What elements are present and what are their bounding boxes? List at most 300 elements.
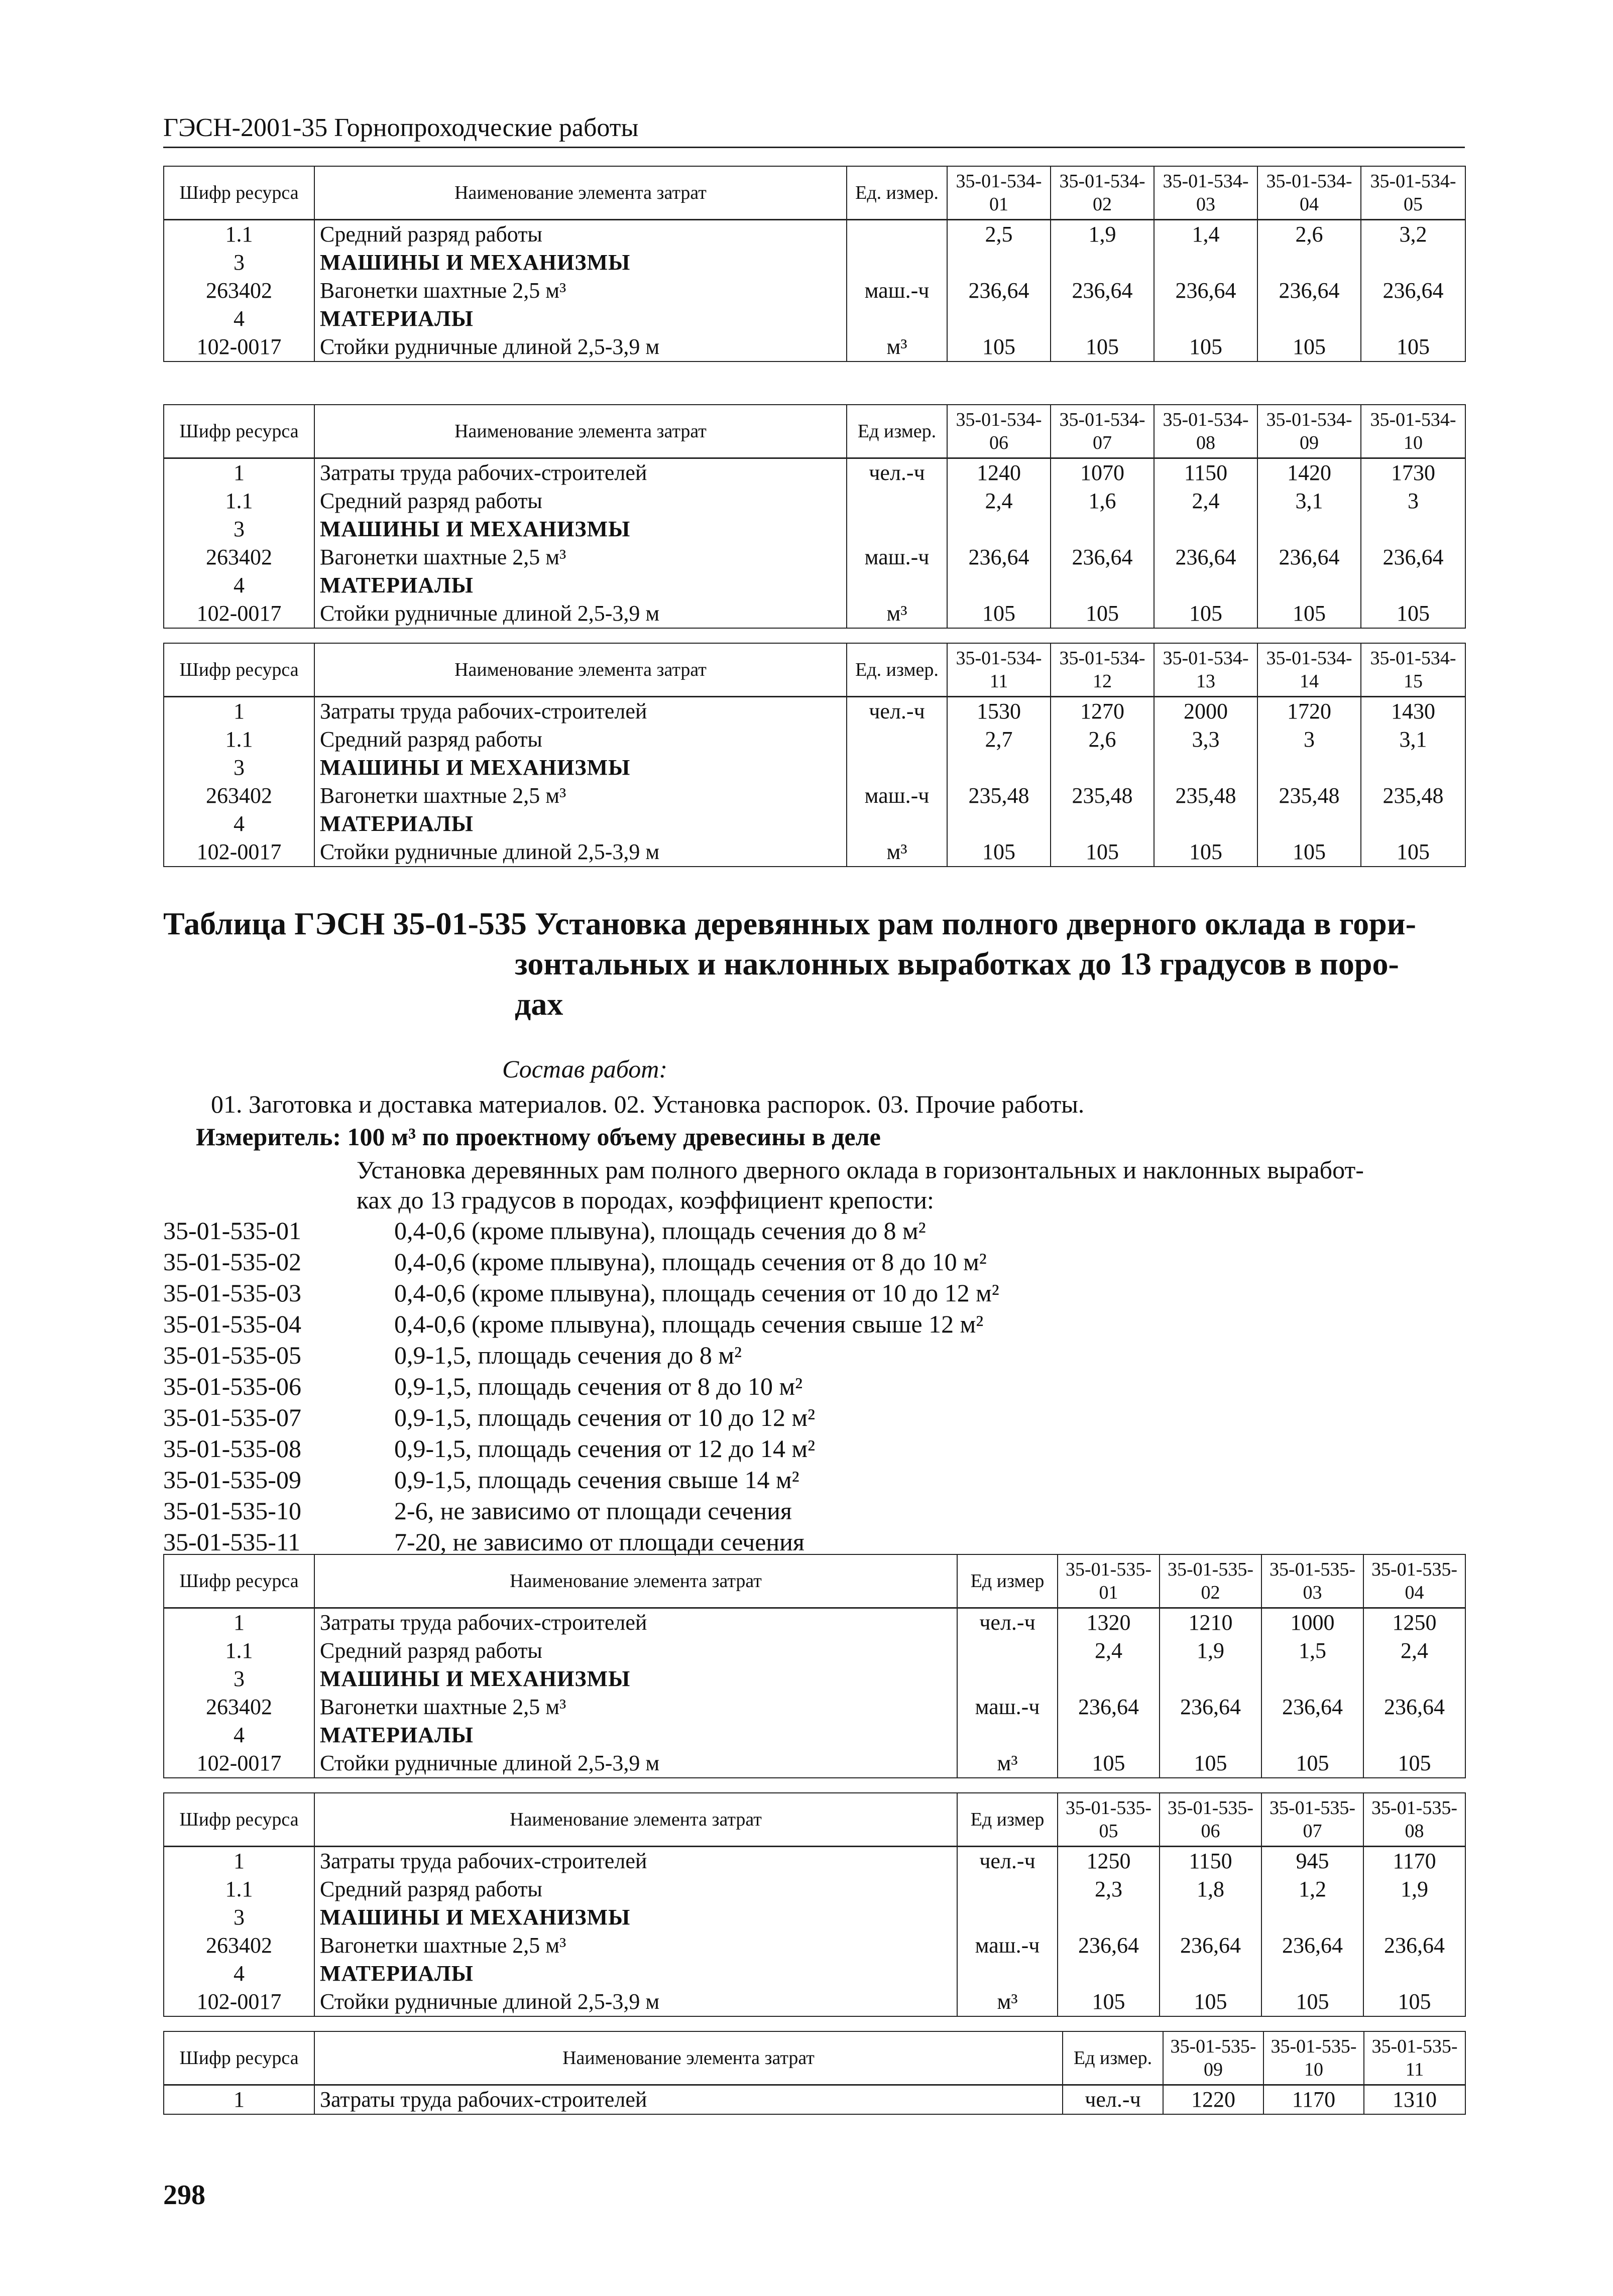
value-cell (1363, 1960, 1465, 1988)
unit-cell: маш.-ч (847, 277, 947, 305)
value-cell (1257, 305, 1361, 333)
table-row (164, 571, 1465, 599)
value-cell: 1430 (1361, 697, 1465, 726)
section-title-cell: МАТЕРИАЛЫ (314, 810, 847, 838)
table-heading-line-3: дах (515, 986, 563, 1022)
table-row (164, 249, 1465, 277)
value-cell: 236,64 (1257, 277, 1361, 305)
norm-description: 2-6, не зависимо от площади сечения (394, 1497, 792, 1525)
value-cell: 236,64 (1058, 1693, 1160, 1721)
cost-name-cell: Средний разряд работы (314, 1875, 957, 1903)
unit-cell: чел.-ч (957, 1847, 1058, 1876)
header-norm-code: 35-01-535-09 (1163, 2031, 1263, 2085)
value-cell (1261, 1903, 1363, 1931)
header-norm-code: 35-01-535-03 (1261, 1554, 1363, 1608)
value-cell: 236,64 (1363, 1931, 1465, 1960)
norms-intro (357, 1155, 1461, 1215)
table-row (164, 1960, 1465, 1988)
norm-code-row (163, 1433, 999, 1464)
section-title-cell: МАШИНЫ И МЕХАНИЗМЫ (314, 249, 847, 277)
composition-text: 01. Заготовка и доставка материалов. 02. Установка распорок. 03. Прочие работы. (211, 1090, 1085, 1118)
table-row (164, 1847, 1465, 1876)
value-cell (947, 810, 1051, 838)
resource-code-cell: 263402 (164, 782, 314, 810)
table-row (164, 1903, 1465, 1931)
resource-code-cell: 1.1 (164, 1875, 314, 1903)
header-norm-code: 35-01-535-04 (1363, 1554, 1465, 1608)
table-heading-line-1: Таблица ГЭСН 35-01-535 Установка деревянных рам полного дверного оклада в гори- (163, 906, 1416, 941)
norm-code: 35-01-535-09 (163, 1466, 301, 1494)
cost-name-cell: Стойки рудничные длиной 2,5-3,9 м (314, 333, 847, 361)
value-cell: 105 (1361, 838, 1465, 867)
value-cell: 236,64 (1257, 543, 1361, 571)
table-row (164, 697, 1465, 726)
header-resource-code: Шифр ресурса (164, 643, 314, 697)
value-cell: 235,48 (1257, 782, 1361, 810)
unit-cell (957, 1903, 1058, 1931)
header-resource-code: Шифр ресурса (164, 1554, 314, 1608)
value-cell (1361, 515, 1465, 543)
resource-code-cell: 4 (164, 305, 314, 333)
norm-code: 35-01-535-06 (163, 1372, 301, 1400)
table-row (164, 782, 1465, 810)
value-cell: 105 (947, 599, 1051, 628)
table-header-row (164, 1793, 1465, 1847)
value-cell (1051, 810, 1154, 838)
header-norm-code: 35-01-534-03 (1154, 166, 1257, 220)
value-cell (1361, 571, 1465, 599)
value-cell: 1070 (1051, 458, 1154, 488)
norms-intro-line-1: Установка деревянных рам полного дверного оклада в горизонтальных и наклонных выработ- (357, 1156, 1364, 1184)
value-cell (1257, 810, 1361, 838)
value-cell: 236,64 (1154, 543, 1257, 571)
value-cell: 105 (1058, 1749, 1160, 1778)
table-header-row (164, 166, 1465, 220)
value-cell (1361, 305, 1465, 333)
value-cell: 1250 (1363, 1608, 1465, 1637)
header-norm-code: 35-01-534-11 (947, 643, 1051, 697)
value-cell: 105 (1160, 1988, 1261, 2016)
value-cell: 105 (1261, 1749, 1363, 1778)
norm-code: 35-01-535-02 (163, 1248, 301, 1276)
measure-unit: Измеритель: 100 м³ по проектному объему древесины в деле (196, 1123, 881, 1151)
cost-name-cell: Стойки рудничные длиной 2,5-3,9 м (314, 1988, 957, 2016)
unit-cell (847, 487, 947, 515)
value-cell: 105 (1154, 333, 1257, 361)
unit-cell (957, 1960, 1058, 1988)
header-norm-code: 35-01-534-02 (1051, 166, 1154, 220)
unit-cell (957, 1637, 1058, 1665)
composition-title: Состав работ: (502, 1055, 668, 1083)
cost-name-cell: Средний разряд работы (314, 487, 847, 515)
value-cell: 1730 (1361, 458, 1465, 488)
value-cell: 1000 (1261, 1608, 1363, 1637)
value-cell (947, 571, 1051, 599)
value-cell: 2,4 (1363, 1637, 1465, 1665)
value-cell: 105 (1154, 838, 1257, 867)
norm-code: 35-01-535-07 (163, 1403, 301, 1431)
table-row (164, 2085, 1465, 2115)
resource-table-2 (163, 404, 1466, 629)
norm-description: 0,4-0,6 (кроме плывуна), площадь сечения до 8 м² (394, 1217, 926, 1245)
value-cell: 1530 (947, 697, 1051, 726)
header-resource-code: Шифр ресурса (164, 405, 314, 458)
norm-code-row (163, 1340, 999, 1371)
unit-cell: чел.-ч (847, 458, 947, 488)
norm-code: 35-01-535-04 (163, 1310, 301, 1338)
table-header-row (164, 405, 1465, 458)
table-heading-line-2: зонтальных и наклонных выработках до 13 градусов в поро- (515, 946, 1399, 982)
value-cell (1051, 305, 1154, 333)
header-cost-name: Наименование элемента затрат (314, 166, 847, 220)
value-cell (1154, 810, 1257, 838)
value-cell: 236,64 (1261, 1931, 1363, 1960)
unit-cell: маш.-ч (957, 1931, 1058, 1960)
unit-cell (847, 249, 947, 277)
value-cell (1257, 515, 1361, 543)
norm-code-row (163, 1215, 999, 1246)
header-cost-name: Наименование элемента затрат (314, 2031, 1063, 2085)
cost-name-cell: Стойки рудничные длиной 2,5-3,9 м (314, 599, 847, 628)
cost-name-cell: Затраты труда рабочих-строителей (314, 458, 847, 488)
table-row (164, 1749, 1465, 1778)
value-cell: 1170 (1363, 1847, 1465, 1876)
value-cell (947, 754, 1051, 782)
norm-code-row (163, 1308, 999, 1340)
value-cell: 105 (1160, 1749, 1261, 1778)
unit-cell: маш.-ч (957, 1693, 1058, 1721)
value-cell: 236,64 (1361, 277, 1465, 305)
value-cell: 3,1 (1257, 487, 1361, 515)
resource-code-cell: 3 (164, 754, 314, 782)
cost-name-cell: Затраты труда рабочих-строителей (314, 1608, 957, 1637)
header-norm-code: 35-01-535-06 (1160, 1793, 1261, 1847)
header-norm-code: 35-01-535-11 (1364, 2031, 1465, 2085)
value-cell: 105 (947, 333, 1051, 361)
norm-description: 7-20, не зависимо от площади сечения (394, 1528, 804, 1556)
section-title-cell: МАШИНЫ И МЕХАНИЗМЫ (314, 515, 847, 543)
cost-name-cell: Вагонетки шахтные 2,5 м³ (314, 782, 847, 810)
section-title-cell: МАТЕРИАЛЫ (314, 1721, 957, 1749)
value-cell: 2,4 (1058, 1637, 1160, 1665)
cost-name-cell: Вагонетки шахтные 2,5 м³ (314, 1693, 957, 1721)
header-unit: Ед измер. (847, 405, 947, 458)
header-resource-code: Шифр ресурса (164, 1793, 314, 1847)
resource-code-cell: 263402 (164, 543, 314, 571)
resource-code-cell: 1.1 (164, 726, 314, 754)
value-cell (1363, 1903, 1465, 1931)
value-cell (1051, 754, 1154, 782)
value-cell: 1,9 (1363, 1875, 1465, 1903)
norm-code: 35-01-535-01 (163, 1217, 301, 1245)
value-cell: 945 (1261, 1847, 1363, 1876)
cost-name-cell: Стойки рудничные длиной 2,5-3,9 м (314, 1749, 957, 1778)
norm-code-row (163, 1402, 999, 1433)
resource-code-cell: 1.1 (164, 1637, 314, 1665)
header-norm-code: 35-01-534-13 (1154, 643, 1257, 697)
value-cell: 1310 (1364, 2085, 1465, 2115)
resource-code-cell: 1.1 (164, 487, 314, 515)
header-unit: Ед измер (957, 1554, 1058, 1608)
resource-code-cell: 3 (164, 1665, 314, 1693)
value-cell (1051, 571, 1154, 599)
value-cell: 1,4 (1154, 220, 1257, 249)
header-norm-code: 35-01-535-01 (1058, 1554, 1160, 1608)
norm-code: 35-01-535-08 (163, 1434, 301, 1463)
resource-code-cell: 102-0017 (164, 1988, 314, 2016)
unit-cell: маш.-ч (847, 782, 947, 810)
header-unit: Ед измер. (1063, 2031, 1163, 2085)
unit-cell: чел.-ч (847, 697, 947, 726)
table-row (164, 1608, 1465, 1637)
resource-code-cell: 102-0017 (164, 333, 314, 361)
section-title-cell: МАТЕРИАЛЫ (314, 305, 847, 333)
page-number: 298 (163, 2180, 205, 2211)
table-row (164, 305, 1465, 333)
header-resource-code: Шифр ресурса (164, 166, 314, 220)
value-cell: 236,64 (1051, 543, 1154, 571)
unit-cell (957, 1665, 1058, 1693)
norm-code: 35-01-535-05 (163, 1341, 301, 1369)
value-cell: 1420 (1257, 458, 1361, 488)
resource-table-3 (163, 643, 1466, 867)
value-cell: 236,64 (1361, 543, 1465, 571)
table-row (164, 1693, 1465, 1721)
table-row (164, 838, 1465, 867)
unit-cell: м³ (957, 1988, 1058, 2016)
resource-code-cell: 1 (164, 2085, 314, 2115)
resource-code-cell: 263402 (164, 277, 314, 305)
header-norm-code: 35-01-534-14 (1257, 643, 1361, 697)
value-cell: 105 (1154, 599, 1257, 628)
resource-code-cell: 4 (164, 810, 314, 838)
value-cell: 2000 (1154, 697, 1257, 726)
resource-code-cell: 102-0017 (164, 599, 314, 628)
value-cell: 236,64 (947, 277, 1051, 305)
resource-code-cell: 4 (164, 1960, 314, 1988)
norm-code-row (163, 1246, 999, 1277)
value-cell: 3,3 (1154, 726, 1257, 754)
header-norm-code: 35-01-534-05 (1361, 166, 1465, 220)
norm-description: 0,9-1,5, площадь сечения свыше 14 м² (394, 1466, 799, 1494)
value-cell: 1170 (1263, 2085, 1364, 2115)
value-cell: 1150 (1154, 458, 1257, 488)
value-cell: 105 (1363, 1749, 1465, 1778)
value-cell (1058, 1665, 1160, 1693)
value-cell: 3,2 (1361, 220, 1465, 249)
value-cell: 1210 (1160, 1608, 1261, 1637)
unit-cell (847, 726, 947, 754)
resource-table-1 (163, 166, 1466, 362)
value-cell: 105 (1361, 599, 1465, 628)
cost-name-cell: Средний разряд работы (314, 726, 847, 754)
value-cell: 1,8 (1160, 1875, 1261, 1903)
unit-cell: м³ (847, 333, 947, 361)
cost-name-cell: Затраты труда рабочих-строителей (314, 1847, 957, 1876)
value-cell: 2,3 (1058, 1875, 1160, 1903)
value-cell: 1150 (1160, 1847, 1261, 1876)
table-row (164, 1721, 1465, 1749)
header-resource-code: Шифр ресурса (164, 2031, 314, 2085)
value-cell (1160, 1665, 1261, 1693)
value-cell: 1220 (1163, 2085, 1263, 2115)
section-title-cell: МАШИНЫ И МЕХАНИЗМЫ (314, 1665, 957, 1693)
norm-code-row (163, 1277, 999, 1308)
resource-code-cell: 1 (164, 1608, 314, 1637)
cost-name-cell: Средний разряд работы (314, 220, 847, 249)
value-cell: 236,64 (1051, 277, 1154, 305)
unit-cell: м³ (847, 599, 947, 628)
resource-code-cell: 4 (164, 571, 314, 599)
value-cell: 236,64 (1160, 1693, 1261, 1721)
value-cell: 105 (1058, 1988, 1160, 2016)
resource-code-cell: 102-0017 (164, 838, 314, 867)
table-row (164, 333, 1465, 361)
value-cell: 105 (1051, 599, 1154, 628)
value-cell: 2,4 (947, 487, 1051, 515)
norm-description: 0,4-0,6 (кроме плывуна), площадь сечения от 10 до 12 м² (394, 1279, 999, 1307)
resource-code-cell: 3 (164, 515, 314, 543)
value-cell (1154, 571, 1257, 599)
value-cell (1261, 1960, 1363, 1988)
header-norm-code: 35-01-534-08 (1154, 405, 1257, 458)
value-cell: 1320 (1058, 1608, 1160, 1637)
unit-cell (957, 1875, 1058, 1903)
value-cell (1160, 1721, 1261, 1749)
table-row (164, 1931, 1465, 1960)
table-row (164, 1875, 1465, 1903)
header-norm-code: 35-01-534-04 (1257, 166, 1361, 220)
resource-code-cell: 263402 (164, 1693, 314, 1721)
header-norm-code: 35-01-534-06 (947, 405, 1051, 458)
unit-cell (957, 1721, 1058, 1749)
value-cell: 236,64 (1363, 1693, 1465, 1721)
unit-cell (847, 754, 947, 782)
value-cell: 105 (1261, 1988, 1363, 2016)
header-unit: Ед. измер. (847, 166, 947, 220)
resource-code-cell: 263402 (164, 1931, 314, 1960)
table-row (164, 810, 1465, 838)
norms-intro-line-2: ках до 13 градусов в породах, коэффициент крепости: (357, 1186, 934, 1214)
cost-name-cell: Стойки рудничные длиной 2,5-3,9 м (314, 838, 847, 867)
value-cell: 235,48 (1154, 782, 1257, 810)
header-cost-name: Наименование элемента затрат (314, 405, 847, 458)
value-cell: 105 (1361, 333, 1465, 361)
unit-cell (847, 305, 947, 333)
value-cell (1154, 305, 1257, 333)
unit-cell (847, 571, 947, 599)
value-cell: 235,48 (1051, 782, 1154, 810)
value-cell (1257, 249, 1361, 277)
value-cell: 105 (1363, 1988, 1465, 2016)
value-cell (1363, 1721, 1465, 1749)
value-cell (1160, 1903, 1261, 1931)
value-cell (947, 515, 1051, 543)
unit-cell: чел.-ч (957, 1608, 1058, 1637)
table-row (164, 487, 1465, 515)
norm-code-row (163, 1464, 999, 1495)
section-title-cell: МАТЕРИАЛЫ (314, 571, 847, 599)
table-row (164, 1637, 1465, 1665)
unit-cell (847, 220, 947, 249)
value-cell: 105 (1257, 333, 1361, 361)
value-cell (1051, 515, 1154, 543)
header-cost-name: Наименование элемента затрат (314, 1554, 957, 1608)
value-cell: 105 (1051, 333, 1154, 361)
running-head: ГЭСН-2001-35 Горнопроходческие работы (163, 113, 1465, 148)
value-cell (1058, 1903, 1160, 1931)
value-cell: 236,64 (1154, 277, 1257, 305)
unit-cell: м³ (847, 838, 947, 867)
value-cell (1154, 754, 1257, 782)
norm-code: 35-01-535-03 (163, 1279, 301, 1307)
value-cell: 235,48 (947, 782, 1051, 810)
norm-code-row (163, 1495, 999, 1526)
value-cell: 236,64 (1261, 1693, 1363, 1721)
header-cost-name: Наименование элемента затрат (314, 1793, 957, 1847)
resource-code-cell: 3 (164, 1903, 314, 1931)
table-header-row (164, 1554, 1465, 1608)
value-cell: 235,48 (1361, 782, 1465, 810)
norm-code-row (163, 1526, 999, 1557)
resource-table-6 (163, 2031, 1466, 2115)
section-title-cell: МАШИНЫ И МЕХАНИЗМЫ (314, 754, 847, 782)
resource-code-cell: 102-0017 (164, 1749, 314, 1778)
value-cell (947, 249, 1051, 277)
norm-description: 0,9-1,5, площадь сечения до 8 м² (394, 1341, 742, 1369)
value-cell (1058, 1721, 1160, 1749)
norm-code-row (163, 1371, 999, 1402)
table-header-row (164, 643, 1465, 697)
value-cell (947, 305, 1051, 333)
header-norm-code: 35-01-535-08 (1363, 1793, 1465, 1847)
header-norm-code: 35-01-534-15 (1361, 643, 1465, 697)
norm-code-list (163, 1215, 999, 1557)
header-norm-code: 35-01-535-05 (1058, 1793, 1160, 1847)
value-cell: 1,9 (1160, 1637, 1261, 1665)
value-cell (1361, 249, 1465, 277)
value-cell: 1250 (1058, 1847, 1160, 1876)
value-cell (1361, 810, 1465, 838)
table-row (164, 277, 1465, 305)
table-row (164, 458, 1465, 488)
norm-code: 35-01-535-11 (163, 1528, 301, 1556)
table-row (164, 1988, 1465, 2016)
value-cell: 2,4 (1154, 487, 1257, 515)
value-cell: 1,2 (1261, 1875, 1363, 1903)
unit-cell: маш.-ч (847, 543, 947, 571)
resource-code-cell: 4 (164, 1721, 314, 1749)
norm-description: 0,9-1,5, площадь сечения от 10 до 12 м² (394, 1403, 816, 1431)
value-cell (1160, 1960, 1261, 1988)
value-cell: 3 (1257, 726, 1361, 754)
resource-code-cell: 1 (164, 697, 314, 726)
resource-code-cell: 3 (164, 249, 314, 277)
value-cell: 105 (1257, 599, 1361, 628)
unit-cell: м³ (957, 1749, 1058, 1778)
value-cell (1261, 1665, 1363, 1693)
header-norm-code: 35-01-535-10 (1263, 2031, 1364, 2085)
value-cell (1051, 249, 1154, 277)
table-row (164, 599, 1465, 628)
value-cell (1058, 1960, 1160, 1988)
value-cell: 3 (1361, 487, 1465, 515)
value-cell: 1240 (947, 458, 1051, 488)
table-heading (163, 904, 1465, 1024)
value-cell: 1,6 (1051, 487, 1154, 515)
cost-name-cell: Средний разряд работы (314, 1637, 957, 1665)
value-cell (1257, 571, 1361, 599)
